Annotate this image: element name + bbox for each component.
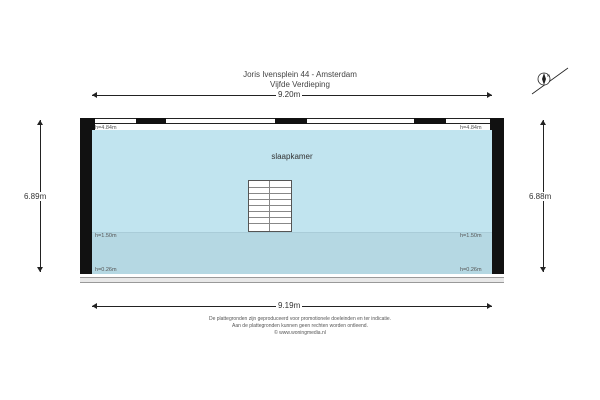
top-width-label: 9.20m [278, 90, 301, 99]
height-label-bottom-right: h=0.26m [460, 267, 482, 273]
wall-segment [136, 118, 166, 124]
disclaimer-line-1: De plattegronden zijn geproduceerd voor promotionele doeleinden en ter indicatie. [208, 316, 392, 322]
room-low-ceiling-area [92, 232, 492, 274]
wall-segment [275, 118, 307, 124]
room-full-height-area [92, 130, 492, 232]
floor-title: Vijfde Verdieping [270, 80, 330, 89]
height-label-mid-right: h=1.50m [460, 233, 482, 239]
right-height-label: 6.88m [529, 192, 552, 201]
disclaimer-line-2: Aan de plattegronden kunnen geen rechten worden ontleend. [232, 323, 368, 329]
height-label-top-left: h=4.84m [95, 125, 117, 131]
address-title: Joris Ivensplein 44 - Amsterdam [243, 70, 357, 79]
right-wall [492, 118, 504, 274]
height-label-top-right: h=4.84m [460, 125, 482, 131]
bottom-width-label: 9.19m [278, 301, 301, 310]
disclaimer-line-3: © www.woningmedia.nl [274, 330, 326, 336]
wall-segment [414, 118, 446, 124]
staircase [248, 180, 292, 232]
compass-north-label: N [547, 73, 550, 78]
floor-plan [80, 118, 504, 274]
room-name: slaapkamer [271, 152, 313, 161]
compass-icon [530, 66, 570, 96]
left-wall [80, 118, 92, 274]
left-height-label: 6.89m [24, 192, 47, 201]
bottom-wall-strip [80, 277, 504, 283]
height-label-mid-left: h=1.50m [95, 233, 117, 239]
height-label-bottom-left: h=0.26m [95, 267, 117, 273]
wall-stub-right [490, 118, 492, 130]
